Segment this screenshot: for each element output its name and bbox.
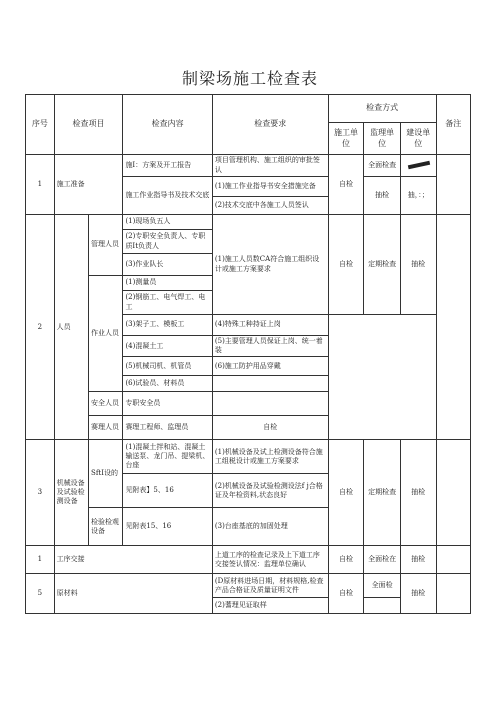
header-item: 检查项目 xyxy=(54,95,123,155)
s1-mark-cell xyxy=(400,155,436,177)
s2-w-c1: (1)测量员 xyxy=(123,276,212,291)
s5-remark xyxy=(436,574,470,614)
header-method-construction: 施工单位 xyxy=(328,123,364,155)
s2-w-c2: (2)钢筋工、电气焊工、电工 xyxy=(123,291,212,315)
header-seq: 序号 xyxy=(26,95,55,155)
s5-req-1: (D原材料进场日期，材料规格,检查产品合格证及质量证明文件 xyxy=(212,574,328,598)
s3-no: 3 xyxy=(26,440,55,546)
s2-blank xyxy=(328,315,436,440)
s2-m-c2: (2)专职安全负责人、专职质It负责人 xyxy=(123,230,212,254)
s4-item: 工序交接 xyxy=(54,546,212,574)
s1-req-3: (2)技术交底中各施工人员签认 xyxy=(212,197,328,215)
s3-d-r2: (2)机械设备及试验检测设法f j合格证及年检资料,状态良好 xyxy=(212,474,328,508)
s3-dev: SftI设的 xyxy=(89,440,123,508)
s2-safe: 安全人员 xyxy=(89,392,123,416)
header-method-owner: 建设单位 xyxy=(400,123,436,155)
page-title: 制梁场施工检查表 xyxy=(181,69,318,88)
header-method: 检查方式 xyxy=(328,95,436,123)
s2-w-r5: (6)施工防护用品穿戴 xyxy=(212,357,328,376)
header-method-supervision: 监理单位 xyxy=(364,123,401,155)
s2-sup: 赛理人员 xyxy=(89,416,123,440)
handwritten-mark xyxy=(408,161,430,169)
s4-spot: 抽检 xyxy=(400,546,436,574)
s3-spot: 抽检 xyxy=(400,440,436,546)
s4-remark xyxy=(436,546,470,574)
s2-self: 自检 xyxy=(328,215,364,315)
s3-d-c1: (1)混凝土拌和站、混凝土输送泵、龙门吊、提梁机、台座 xyxy=(123,440,212,474)
s2-w-c6: (6)试验员、材料员 xyxy=(123,376,212,392)
s1-content-1: 施Ⅰ：方案及开工报告 xyxy=(123,155,212,177)
s3-t-c: 见附表15、16 xyxy=(123,508,212,546)
s2-item: 人员 xyxy=(54,215,88,440)
header-content: 检查内容 xyxy=(123,95,212,155)
s1-full: 全面检查 xyxy=(364,155,401,177)
s2-w-r3: (4)特殊工种持证上岗 xyxy=(212,315,328,336)
s5-full: 全面检 xyxy=(364,574,401,598)
s1-req-2: (1)施工作业指导书安全措施完备 xyxy=(212,177,328,197)
s5-item: 原材料 xyxy=(54,574,212,614)
s1-spot: 抽检 xyxy=(364,177,401,215)
s2-remark xyxy=(436,215,470,440)
s3-remark xyxy=(436,440,470,546)
s2-m-req: (1)施工人员数CA符合施工组织设计或施工方案要求 xyxy=(212,215,328,315)
s4-req: 上道工序的检查记录及上下道工序交接签认情况：监理单位确认 xyxy=(212,546,328,574)
s2-w-c4: (4)混凝土工 xyxy=(123,336,212,357)
s1-no: 1 xyxy=(26,155,55,215)
s3-reg: 定期检查 xyxy=(364,440,401,546)
s1-remark xyxy=(436,155,470,215)
s3-t-r: (3)台座基底的加固处理 xyxy=(212,508,328,546)
s1-self: 自检 xyxy=(328,155,364,215)
s2-reg: 定期检查 xyxy=(364,215,401,315)
s1-item: 施工准备 xyxy=(54,155,123,215)
s5-blank xyxy=(364,598,401,614)
s4-full: 全面检在 xyxy=(364,546,401,574)
s3-self: 自检 xyxy=(328,440,364,546)
s2-w-r6 xyxy=(212,376,328,392)
s2-m-c3: (3)作业队长 xyxy=(123,254,212,276)
s2-sup-self: 自检 xyxy=(212,416,328,440)
s5-req-2: (2)蓍理见证取样 xyxy=(212,598,328,614)
s3-test: 检验检观设备 xyxy=(89,508,123,546)
s1-spot2: 抽，：； xyxy=(400,177,436,215)
s2-m-c1: (1)现场负五人 xyxy=(123,215,212,230)
s2-w-r4: (5)主要管理人员保证上岗、统一着装 xyxy=(212,336,328,357)
s2-mgmt: 管理人员 xyxy=(89,215,123,276)
s3-item: 机械设备及试验检测设备 xyxy=(54,440,88,546)
s2-safe-r xyxy=(212,392,328,416)
s5-spot: 抽检 xyxy=(400,574,436,614)
s3-d-c2: 见附表】5、16 xyxy=(123,474,212,508)
s2-safe-c: 专职安全员 xyxy=(123,392,212,416)
s3-d-r1: (1)机械设备及试上检测设备符合施工组税设计或施工方案要求 xyxy=(212,440,328,474)
s2-work: 作业人员 xyxy=(89,276,123,392)
s2-spot: 抽检 xyxy=(400,215,436,315)
inspection-table xyxy=(25,94,471,614)
s2-no: 2 xyxy=(26,215,55,440)
header-remark: 备注 xyxy=(436,95,470,155)
header-requirement: 检查要求 xyxy=(212,95,328,155)
s2-sup-c: 赛理工程师、监理员 xyxy=(123,416,212,440)
s2-w-c3: (3)架子工、模板工 xyxy=(123,315,212,336)
s4-no: 1 xyxy=(26,546,55,574)
s1-content-2: 施工作业指导书及技术交底 xyxy=(123,177,212,215)
s4-self: 自检 xyxy=(328,546,364,574)
s2-w-c5: (5)机械司机、机管员 xyxy=(123,357,212,376)
s5-no: 5 xyxy=(26,574,55,614)
s5-self: 自检 xyxy=(328,574,364,614)
s1-req-1: 项目管理机构、施工组织的审批签认 xyxy=(212,155,328,177)
